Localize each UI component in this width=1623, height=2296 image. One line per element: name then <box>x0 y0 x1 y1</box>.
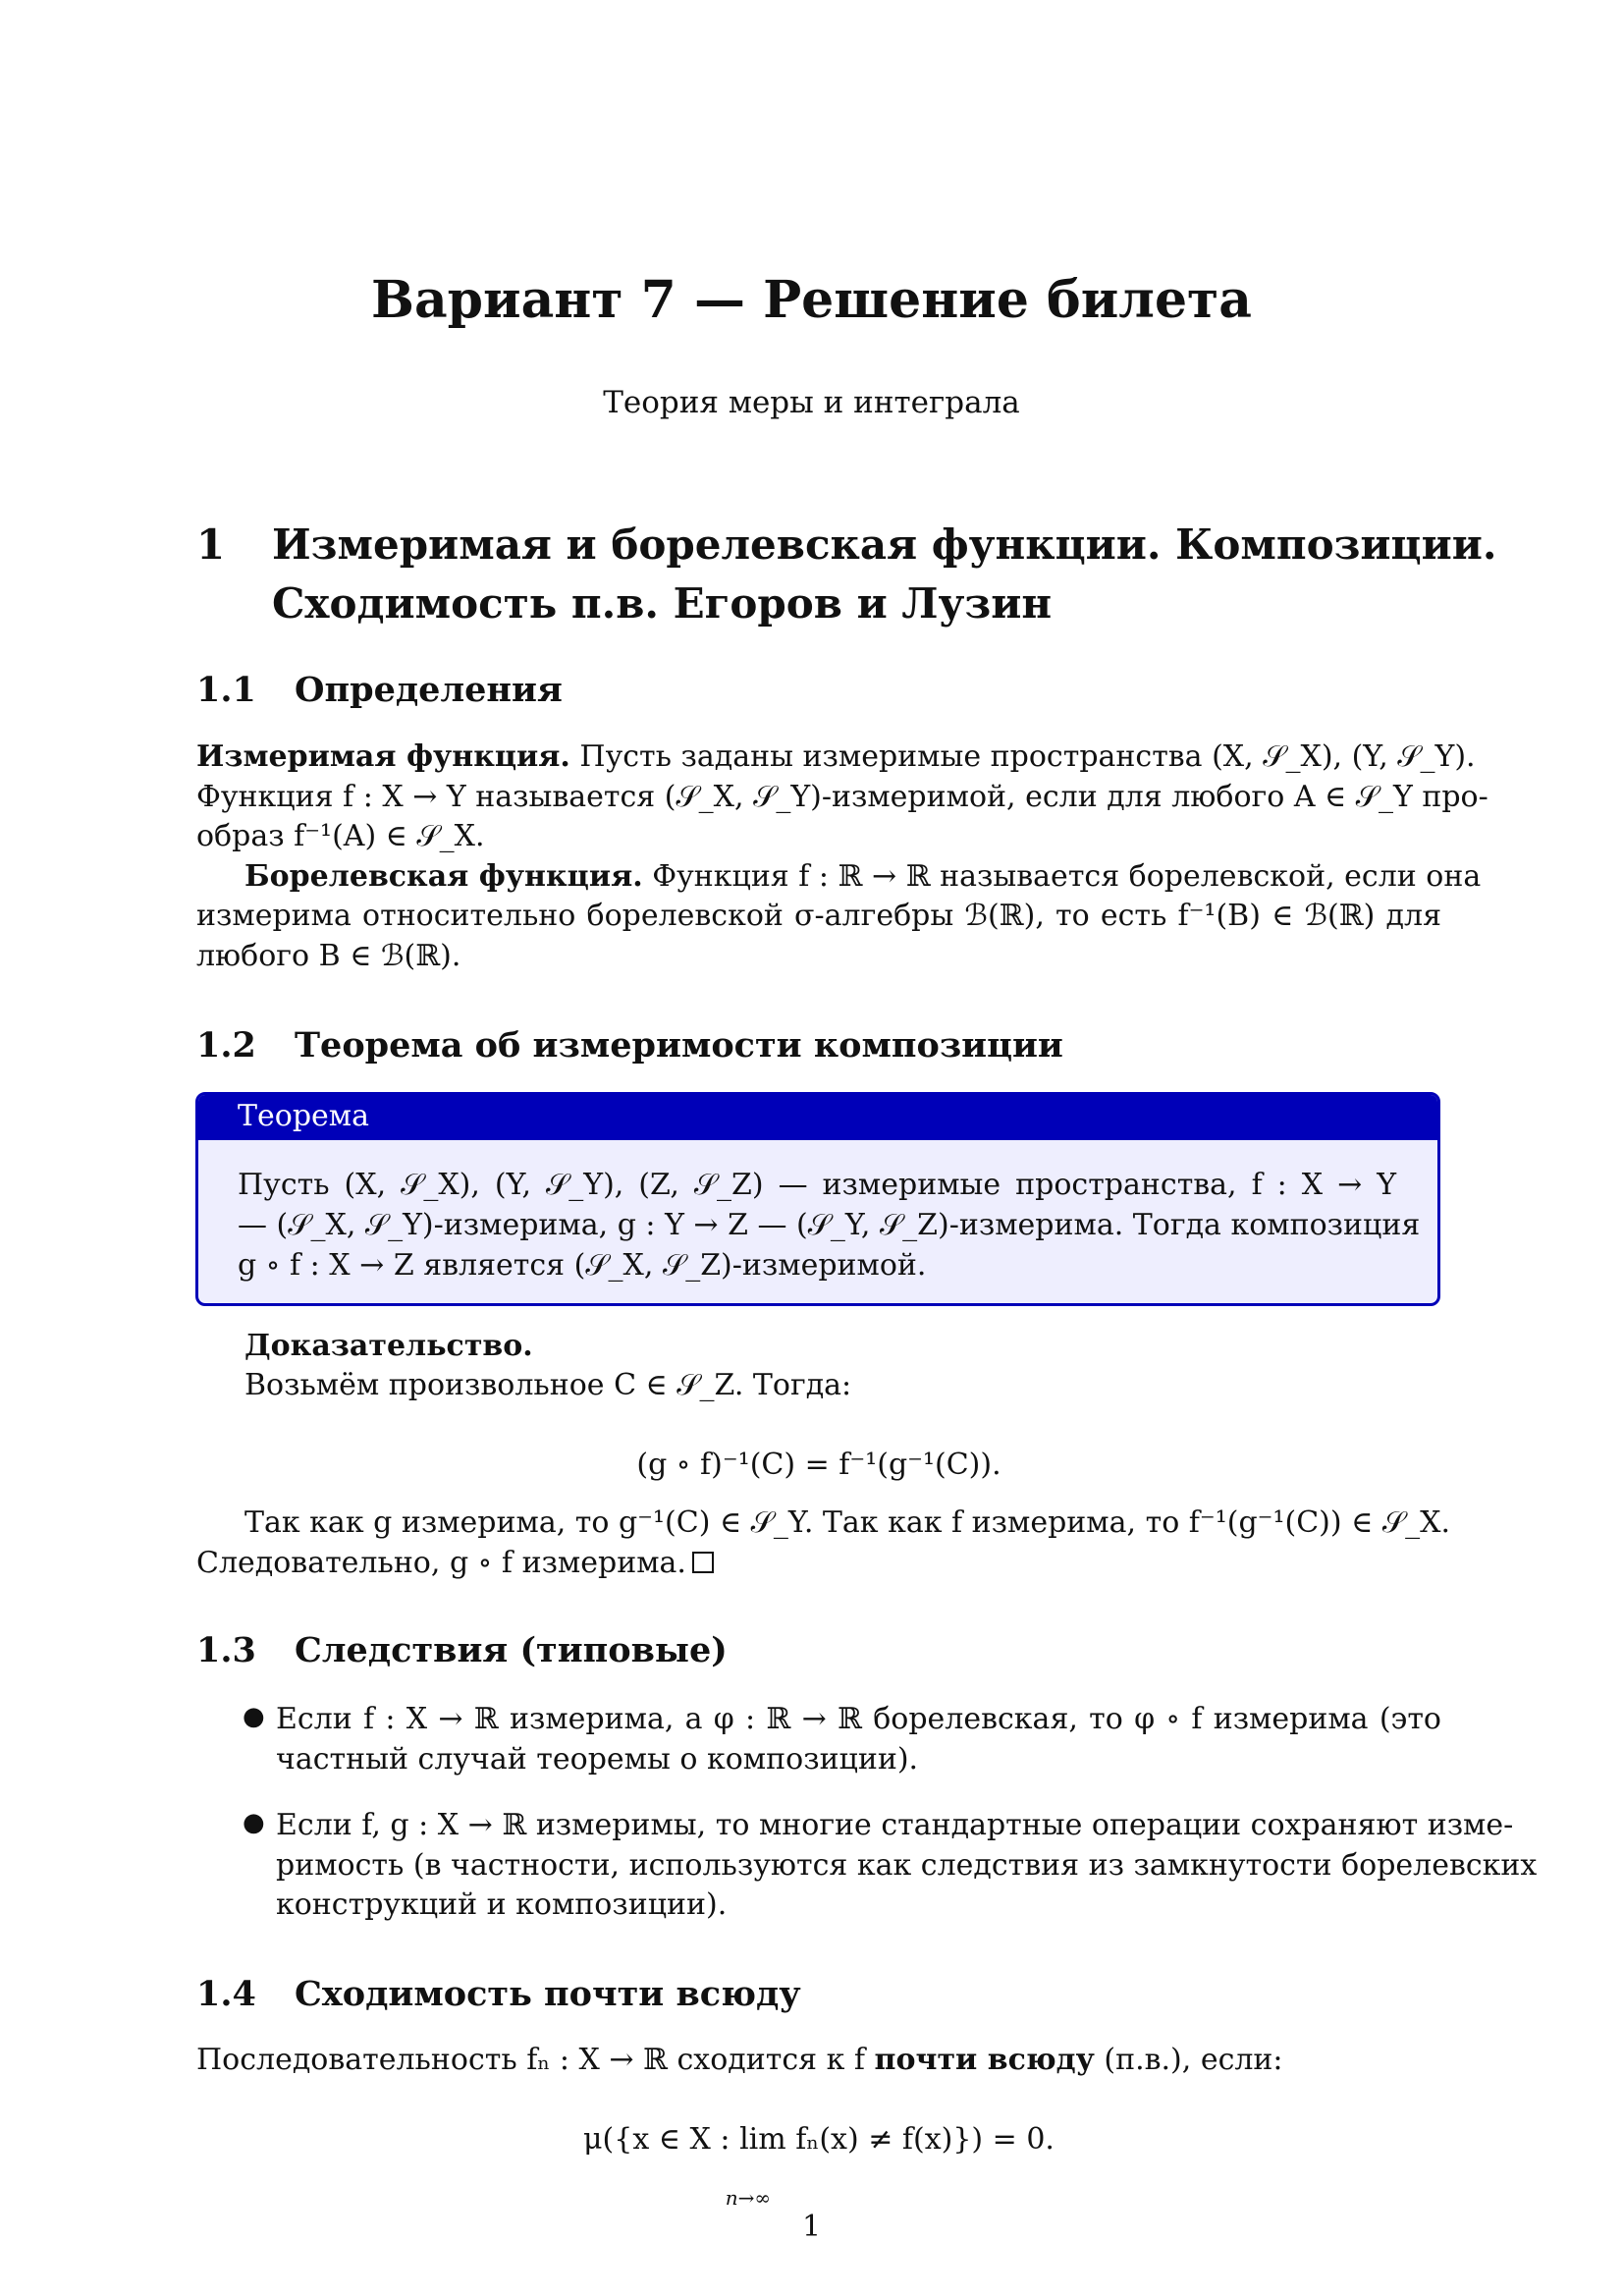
subsection-number: 1.2 <box>196 1025 256 1066</box>
limit-subscript: n→∞ <box>725 2186 772 2210</box>
theorem-box <box>195 1092 1440 1306</box>
list-item-line: частный случай теоремы о композиции). <box>276 1742 919 1777</box>
paragraph-line: любого B ∈ ℬ(ℝ). <box>196 939 461 973</box>
proof-line: Так как g измерима, то g⁻¹(C) ∈ 𝒮_Y. Так как f измерима, то f⁻¹(g⁻¹(C)) ∈ 𝒮_X. <box>244 1505 1450 1540</box>
proof-label: Доказательство. <box>244 1329 533 1363</box>
section-number: 1 <box>196 520 226 569</box>
subsection-title: Следствия (типовые) <box>295 1630 728 1670</box>
theorem-label: Теорема <box>238 1099 370 1133</box>
subsection-number: 1.4 <box>196 1974 256 2014</box>
paragraph-line: измерима относительно борелевской σ-алгебры ℬ(ℝ), то есть f⁻¹(B) ∈ ℬ(ℝ) для <box>196 899 1441 933</box>
list-item-line: Если f, g : X → ℝ измеримы, то многие стандартные операции сохраняют изме- <box>276 1808 1514 1842</box>
paragraph-line: Функция f : X → Y называется (𝒮_X, 𝒮_Y)-измеримой, если для любого A ∈ 𝒮_Y про- <box>196 780 1488 814</box>
paragraph-line: образ f⁻¹(A) ∈ 𝒮_X. <box>196 819 485 853</box>
emphasis-term: почти всюду <box>874 2043 1095 2077</box>
definition-term: Измеримая функция. <box>196 739 570 774</box>
document-title: Вариант 7 — Решение билета <box>371 270 1252 330</box>
paragraph-line: Измеримая функция. Пусть заданы измеримые пространства (X, 𝒮_X), (Y, 𝒮_Y). <box>196 739 1476 774</box>
definition-term: Борелевская функция. <box>244 859 643 894</box>
qed-square-icon <box>692 1552 714 1573</box>
theorem-line: — (𝒮_X, 𝒮_Y)-измерима, g : Y → Z — (𝒮_Y, 𝒮_Z)-измерима. Тогда композиция <box>238 1208 1421 1242</box>
subsection-number: 1.1 <box>196 670 256 710</box>
subsection-number: 1.3 <box>196 1630 256 1670</box>
theorem-header <box>198 1095 1437 1140</box>
convergence-equation: μ({x ∈ X : lim n→∞ fₙ(x) ≠ f(x)}) = 0. <box>196 2120 1441 2159</box>
document-subtitle: Теория меры и интеграла <box>603 385 1020 420</box>
page-number: 1 <box>801 2210 822 2244</box>
paragraph-line: Борелевская функция. Функция f : ℝ → ℝ называется борелевской, если она <box>244 859 1482 894</box>
bullet-icon: ● <box>243 1702 265 1731</box>
theorem-line: g ∘ f : X → Z является (𝒮_X, 𝒮_Z)-измеримой. <box>238 1248 927 1283</box>
list-item-line: Если f : X → ℝ измерима, а φ : ℝ → ℝ борелевская, то φ ∘ f измерима (это <box>276 1702 1441 1736</box>
paragraph-line: Последовательность fₙ : X → ℝ сходится к f почти всюду (п.в.), если: <box>196 2043 1283 2077</box>
section-title-line2: Сходимость п.в. Егоров и Лузин <box>272 579 1053 628</box>
proof-equation: (g ∘ f)⁻¹(C) = f⁻¹(g⁻¹(C)). <box>636 1448 1001 1482</box>
theorem-line: Пусть (X, 𝒮_X), (Y, 𝒮_Y), (Z, 𝒮_Z) — измеримые пространства, f : X → Y <box>238 1168 1396 1202</box>
proof-line: Следовательно, g ∘ f измерима. <box>196 1544 1441 1583</box>
subsection-title: Определения <box>295 670 563 710</box>
bullet-icon: ● <box>243 1808 265 1837</box>
list-item-line: конструкций и композиции). <box>276 1887 728 1922</box>
list-item-line: римость (в частности, используются как следствия из замкнутости борелевских <box>276 1848 1538 1883</box>
proof-line: Возьмём произвольное C ∈ 𝒮_Z. Тогда: <box>244 1368 852 1402</box>
subsection-title: Сходимость почти всюду <box>295 1974 801 2014</box>
subsection-title: Теорема об измеримости композиции <box>295 1025 1063 1066</box>
section-title-line1: Измеримая и борелевская функции. Композиции. <box>272 520 1497 569</box>
